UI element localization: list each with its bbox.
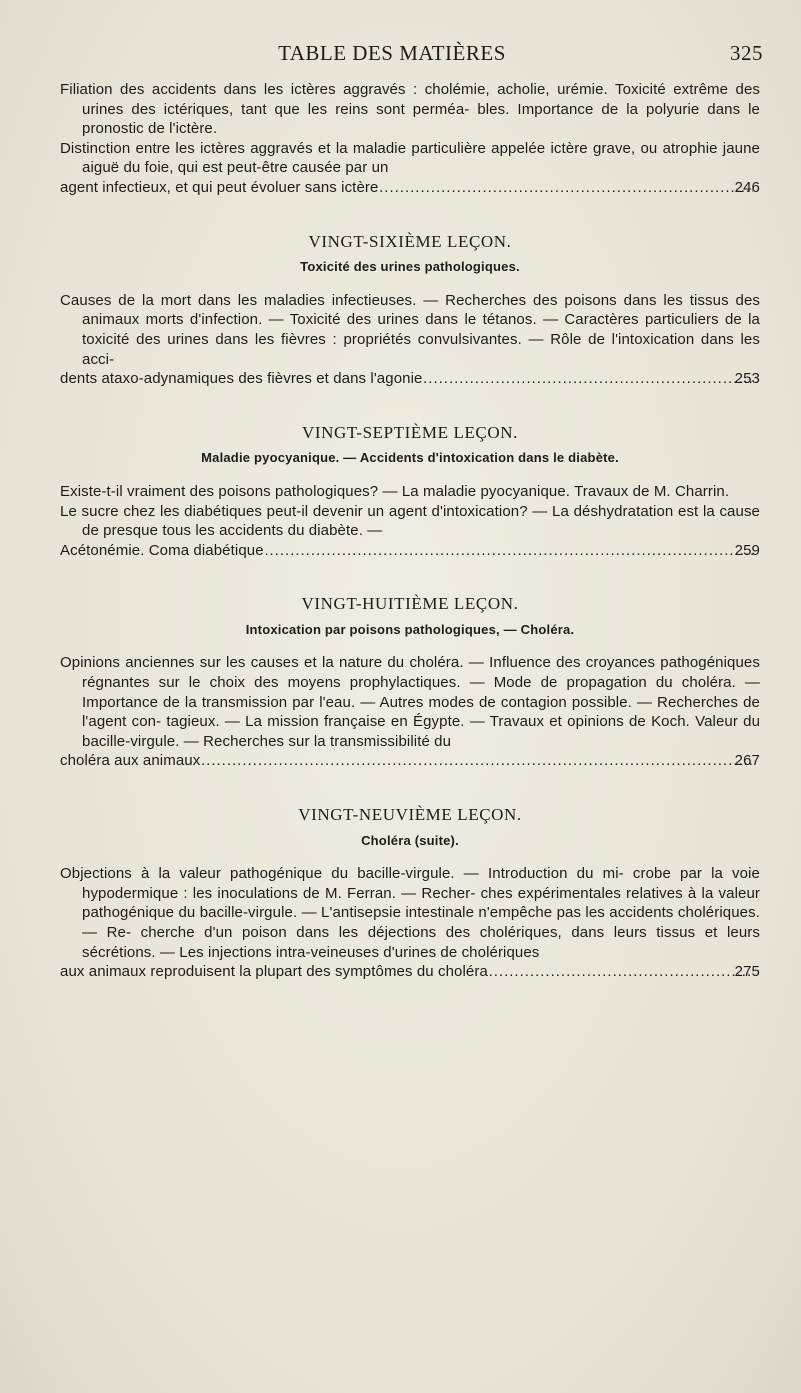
dot-leader — [380, 178, 752, 198]
entry-line: croyances pathogéniques régnantes sur le choix des moyens prophylactiques. — [82, 654, 760, 692]
toc-leader-line — [60, 751, 760, 771]
toc-entry — [60, 291, 760, 389]
toc-entry — [60, 653, 760, 771]
entry-line: Causes de la mort dans les maladies infectieuses. — Recherches des poisons — [60, 291, 617, 309]
entry-line: bles. Importance de la polyurie dans le pronostic de l'ictère. — [82, 100, 760, 138]
lesson-heading: VINGT-SIXIÈME LEÇON. — [308, 231, 512, 251]
dot-leader — [424, 369, 752, 389]
entry-line: cherche d'un poison dans les déjections des cholériques, dans leurs tissus — [140, 924, 696, 941]
entry-line: Travaux de M. Charrin. — [574, 482, 730, 500]
entry-line: Objections à la valeur pathogénique du bacille-virgule. — Introduction du mi- — [60, 865, 624, 883]
entry-page-ref: 253 — [734, 370, 760, 388]
lesson-heading: VINGT-HUITIÈME LEÇON. — [301, 594, 519, 614]
entry-line: fièvres : propriétés convulsivantes. — Rôle de l'intoxication dans les acci- — [82, 330, 760, 368]
lesson-subtitle: Choléra (suite). — [361, 832, 459, 848]
entry-last-line: dents ataxo-adynamiques des fièvres et dans l'agonie — [60, 370, 423, 388]
toc-body — [60, 80, 760, 982]
entry-line: déshydratation est la cause de presque tous les accidents du diabète. — — [82, 502, 760, 540]
lesson-subtitle: Maladie pyocyanique. — Accidents d'intoxication dans le diabète. — [201, 450, 619, 466]
entry-line: Existe-t-il vraiment des poisons pathologiques? — La maladie pyocyanique. — [60, 482, 571, 500]
running-head — [0, 41, 801, 71]
toc-entry — [60, 139, 760, 198]
entry-line: Toxicité extrême des urines des ictériques, tant que les reins sont perméa- — [82, 81, 760, 118]
entry-line: Distinction entre les ictères aggravés et la maladie particulière appelée ictère — [60, 139, 588, 157]
running-title: TABLE DES MATIÈRES — [278, 41, 506, 65]
toc-leader-line — [60, 178, 760, 198]
dot-leader — [490, 962, 753, 982]
entry-last-line: agent infectieux, et qui peut évoluer sans ictère — [60, 178, 379, 196]
entry-line: dans les tissus des animaux morts d'infection. — Toxicité des urines dans — [82, 291, 760, 329]
toc-leader-line — [60, 369, 760, 389]
entry-page-ref: 267 — [734, 752, 760, 770]
toc-entry — [60, 482, 760, 502]
toc-entry — [60, 80, 760, 139]
entry-line: Filiation des accidents dans les ictères aggravés : cholémie, acholie, urémie. — [60, 81, 608, 98]
entry-line: tagieux. — La mission française en Égypte. — Travaux et opinions de — [166, 713, 646, 731]
entry-line: Opinions anciennes sur les causes et la nature du choléra. — Influence des — [60, 654, 581, 672]
toc-leader-line — [60, 962, 760, 982]
dot-leader — [266, 541, 753, 561]
entry-line: grave, ou atrophie jaune aiguë du foie, qui est peut-être causée par un — [82, 139, 760, 177]
toc-leader-line — [60, 541, 760, 561]
entry-line: le tétanos. — Caractères particuliers de la toxicité des urines dans les — [82, 311, 760, 348]
entry-page-ref: 246 — [734, 178, 760, 196]
entry-line: — Mode de propagation du choléra. — Importance de la transmission par — [82, 674, 760, 711]
lesson-heading: VINGT-NEUVIÈME LEÇON. — [298, 805, 522, 825]
lesson-subtitle: Intoxication par poisons pathologiques, — Choléra. — [245, 621, 575, 637]
entry-line: l'eau. — Autres modes de contagion possible. — Recherches de l'agent con- — [82, 693, 760, 731]
entry-line: Koch. Valeur du bacille-virgule. — Recherches sur la transmissibilité du — [82, 713, 761, 750]
toc-entry — [60, 864, 760, 982]
dot-leader — [202, 751, 752, 771]
page-number: 325 — [730, 41, 763, 65]
entry-line: ches expérimentales relatives à la valeur pathogénique du bacille-virgule. — [82, 884, 760, 922]
lesson-heading: VINGT-SEPTIÈME LEÇON. — [302, 422, 518, 442]
lesson-subtitle: Toxicité des urines pathologiques. — [300, 259, 520, 275]
entry-line: crobe par la voie hypodermique : les inoculations de M. Ferran. — Recher- — [82, 865, 760, 902]
entry-line: — L'antisepsie intestinale n'empêche pas les accidents cholériques. — Re- — [82, 904, 760, 941]
entry-line: Le sucre chez les diabétiques peut-il devenir un agent d'intoxication? — La — [60, 502, 569, 520]
entry-last-line: aux animaux reproduisent la plupart des symptômes du choléra — [60, 963, 488, 981]
entry-last-line: choléra aux animaux — [60, 752, 201, 770]
entry-last-line: Acétonémie. Coma diabétique — [60, 541, 264, 559]
entry-line: et leurs sécrétions. — Les injections intra-veineuses d'urines de cholériques — [82, 924, 760, 961]
entry-page-ref: 259 — [734, 541, 760, 559]
entry-page-ref: 275 — [734, 963, 760, 981]
toc-entry — [60, 502, 760, 561]
